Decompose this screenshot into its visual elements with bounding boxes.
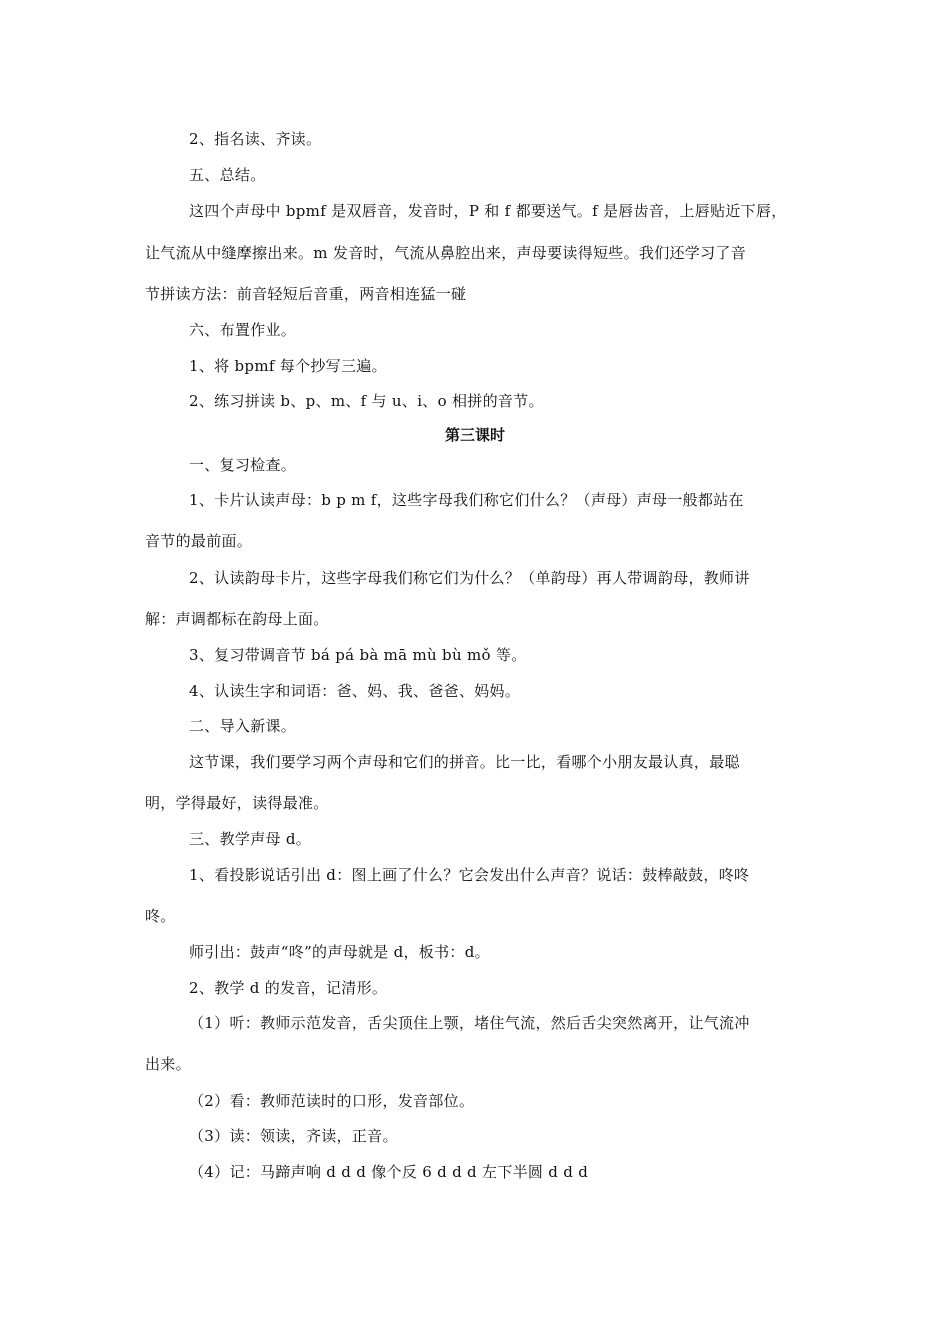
paragraph: 2、认读韵母卡片，这些字母我们称它们为什么？（单韵母）再人带调韵母，教师讲	[189, 569, 750, 587]
paragraph: 4、认读生字和词语：爸、妈、我、爸爸、妈妈。	[189, 682, 521, 700]
paragraph: 1、卡片认读声母：b p m f，这些字母我们称它们什么？（声母）声母一般都站在	[189, 491, 744, 509]
paragraph: （2）看：教师范读时的口形，发音部位。	[189, 1092, 475, 1110]
section-heading: 一、复习检查。	[189, 456, 297, 474]
paragraph: （1）听：教师示范发音，舌尖顶住上颚，堵住气流，然后舌尖突然离开，让气流冲	[189, 1014, 750, 1032]
paragraph: 明，学得最好，读得最准。	[145, 794, 329, 812]
paragraph: 3、复习带调音节 bá pá bà mā mù bù mǒ 等。	[189, 646, 527, 664]
paragraph: 音节的最前面。	[145, 532, 253, 550]
paragraph: 这节课，我们要学习两个声母和它们的拼音。比一比，看哪个小朋友最认真，最聪	[189, 753, 740, 771]
paragraph: 2、指名读、齐读。	[189, 130, 322, 148]
paragraph: 让气流从中缝摩擦出来。m 发音时，气流从鼻腔出来，声母要读得短些。我们还学习了音	[145, 244, 746, 262]
paragraph: （3）读：领读，齐读，正音。	[189, 1127, 398, 1145]
paragraph: 节拼读方法：前音轻短后音重，两音相连猛一碰	[145, 285, 467, 303]
paragraph: 这四个声母中 bpmf 是双唇音，发音时，P 和 f 都要送气。f 是唇齿音，上唇贴近下唇，	[189, 202, 787, 220]
paragraph: 师引出：鼓声“咚”的声母就是 d，板书：d。	[189, 943, 490, 961]
paragraph: 1、将 bpmf 每个抄写三遍。	[189, 357, 387, 375]
section-heading: 三、教学声母 d。	[189, 830, 312, 848]
paragraph: （4）记：马蹄声响 d d d 像个反 6 d d d 左下半圆 d d d	[189, 1163, 589, 1181]
section-heading: 五、总结。	[189, 166, 266, 184]
lesson-title: 第三课时	[444, 426, 505, 444]
paragraph: 咚。	[145, 907, 176, 925]
paragraph: 2、教学 d 的发音，记清形。	[189, 979, 388, 997]
paragraph: 2、练习拼读 b、p、m、f 与 u、i、o 相拼的音节。	[189, 392, 544, 410]
section-heading: 六、布置作业。	[189, 321, 297, 339]
paragraph: 1、看投影说话引出 d：图上画了什么？它会发出什么声音？说话：鼓棒敲鼓，咚咚	[189, 866, 750, 884]
section-heading: 二、导入新课。	[189, 717, 297, 735]
paragraph: 解：声调都标在韵母上面。	[145, 610, 329, 628]
paragraph: 出来。	[145, 1055, 191, 1073]
